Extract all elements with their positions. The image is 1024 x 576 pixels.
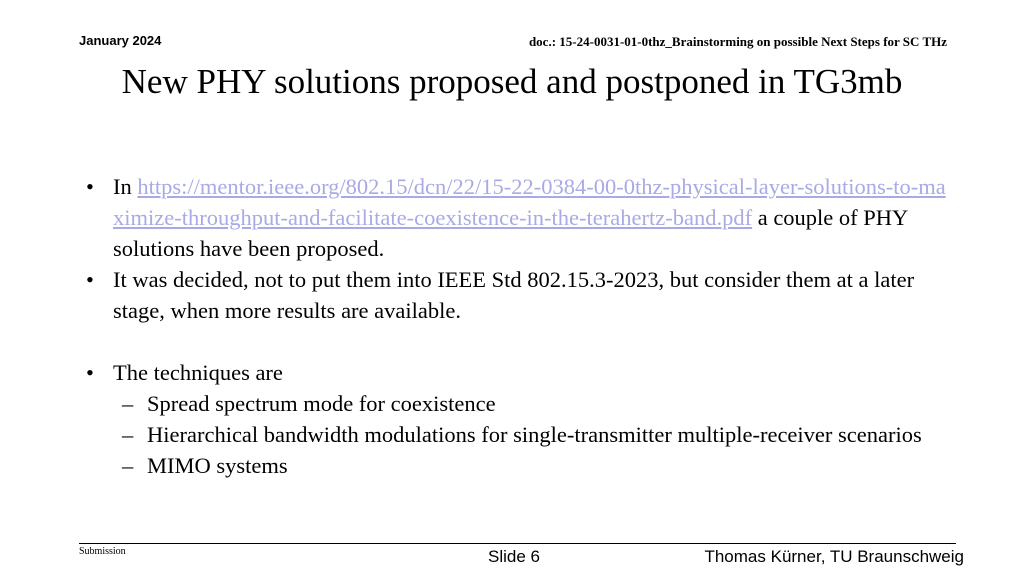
slide-body	[86, 171, 946, 481]
sub-item-mimo	[86, 450, 946, 481]
sub-item-hierarchical	[86, 419, 946, 450]
footer-submission: Submission	[79, 546, 126, 557]
bullet-item-reference	[86, 171, 946, 264]
sub-item-text: MIMO systems	[147, 453, 288, 478]
bullet-suffix: a couple of PHY solutions have been proposed.	[113, 205, 908, 261]
bullet-item-techniques	[86, 357, 946, 388]
sub-item-text: Spread spectrum mode for coexistence	[147, 391, 496, 416]
footer-divider	[79, 543, 956, 544]
reference-link[interactable]: https://mentor.ieee.org/802.15/dcn/22/15-22-0384-00-0thz-physical-layer-solutions-to-maximize-throughput-and-facilitate-coexistence-in-the-terahertz-band.pdf	[113, 174, 946, 230]
header-doc-id: doc.: 15-24-0031-01-0thz_Brainstorming on possible Next Steps for SC THz	[528, 34, 947, 49]
footer-slide-number: Slide 6	[488, 547, 540, 566]
sub-item-text: Hierarchical bandwidth modulations for single-transmitter multiple-receiver scenarios	[147, 422, 922, 447]
header-date: January 2024	[79, 33, 162, 48]
spacer	[86, 326, 946, 357]
bullet-text: The techniques are	[113, 360, 283, 385]
bullet-item-decision	[86, 264, 946, 326]
bullet-prefix: In	[113, 174, 138, 199]
footer-author: Thomas Kürner, TU Braunschweig	[704, 547, 964, 566]
bullet-text: It was decided, not to put them into IEEE Std 802.15.3-2023, but consider them at a later stage, when more results are available.	[113, 267, 915, 323]
sub-item-spread-spectrum	[86, 388, 946, 419]
slide-title: New PHY solutions proposed and postponed in TG3mb	[121, 62, 903, 101]
